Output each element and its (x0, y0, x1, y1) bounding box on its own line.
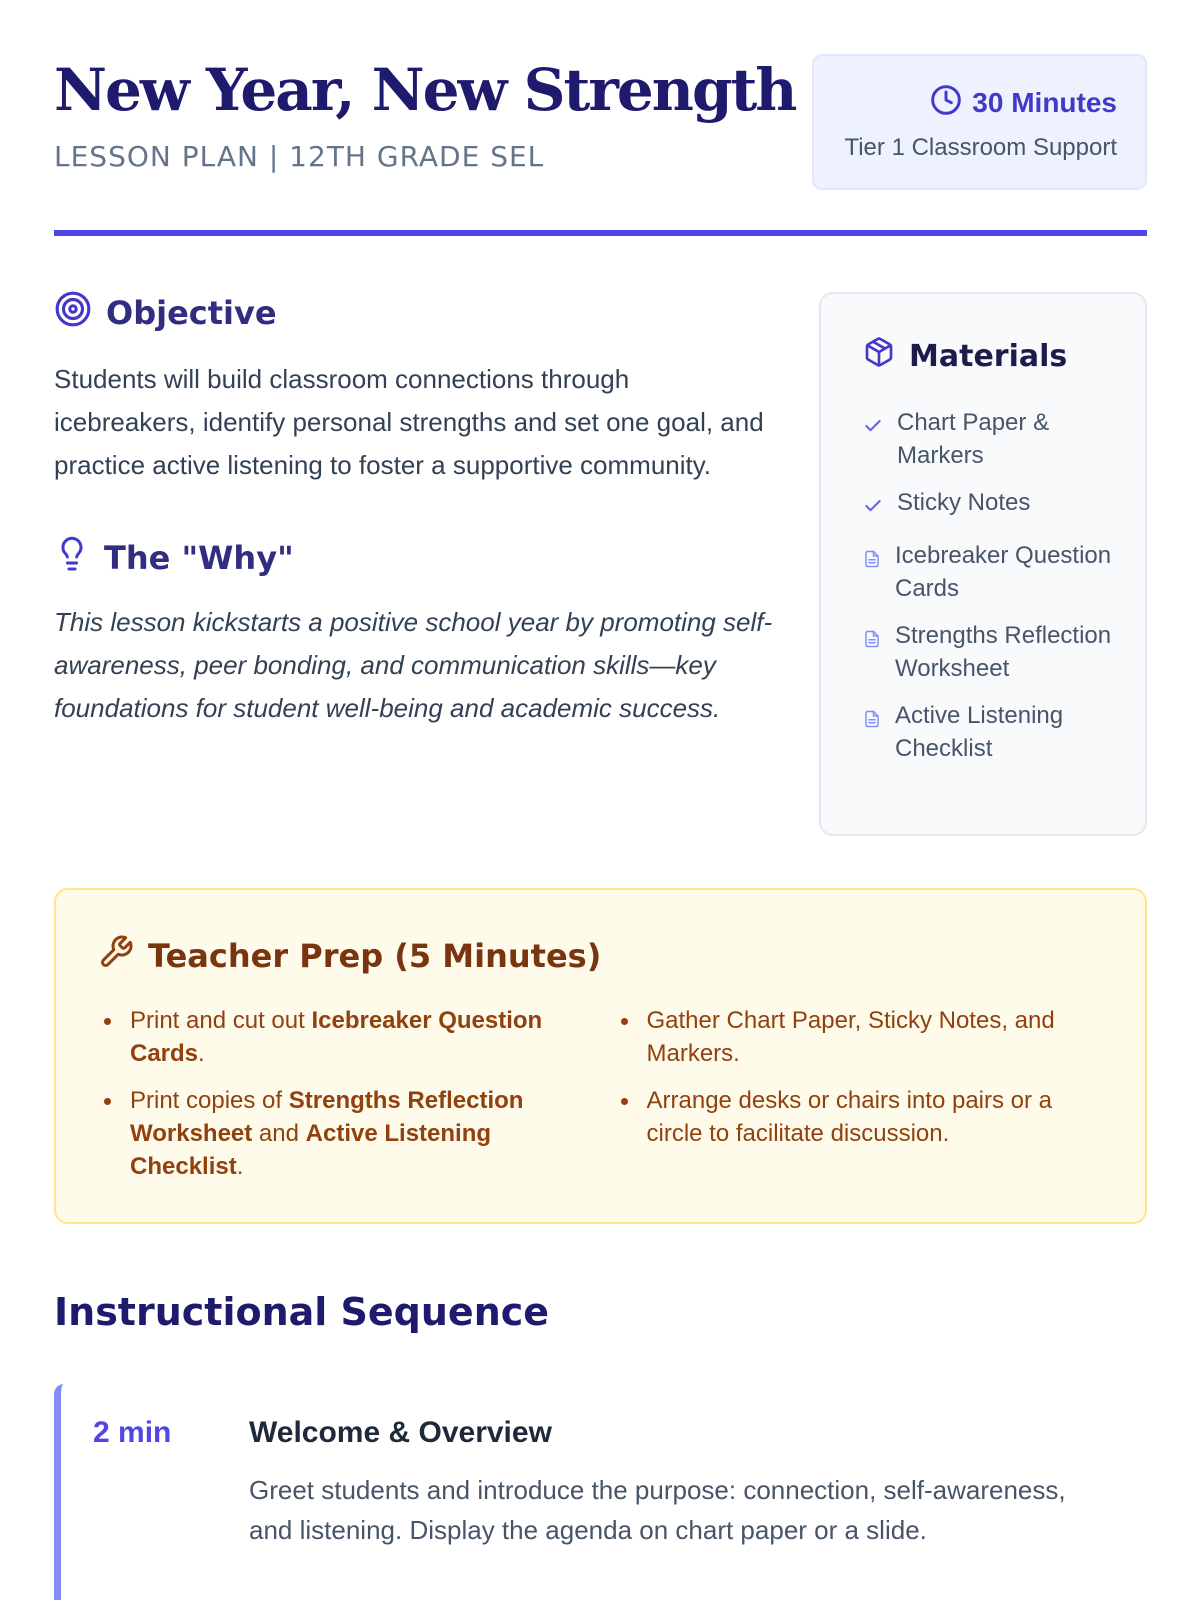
duration-label: 30 Minutes (972, 86, 1117, 118)
target-icon (54, 290, 92, 336)
lightbulb-icon (54, 535, 90, 581)
prep-item-text: Print and cut out (130, 1007, 312, 1034)
materials-item-label: Strengths Reflection Worksheet (895, 622, 1112, 682)
left-column (54, 290, 774, 730)
prep-item-bold: Active Listening Checklist (130, 1120, 492, 1180)
materials-heading (863, 336, 1115, 376)
duration-card (812, 54, 1147, 190)
teacher-prep-column-right (615, 1004, 1104, 1197)
step-description: Greet students and introduce the purpose: connection, self-awareness, and listening. Display the agenda on chart paper or a slide. (249, 1475, 1066, 1545)
materials-item-label: Chart Paper & Markers (897, 409, 1050, 469)
header-divider (54, 230, 1147, 236)
check-icon (863, 492, 883, 525)
materials-item (863, 699, 1115, 765)
package-icon (863, 336, 895, 376)
objective-heading-label: Objective (106, 294, 277, 332)
materials-item (863, 486, 1115, 525)
lesson-plan-page (54, 0, 1147, 1600)
materials-card (819, 292, 1147, 836)
clock-icon (930, 84, 962, 121)
prep-item (98, 1084, 587, 1183)
teacher-prep-heading-label: Teacher Prep (5 Minutes) (148, 937, 602, 975)
document-icon (863, 545, 881, 578)
teacher-prep-card (54, 888, 1147, 1224)
prep-item: Gather Chart Paper, Sticky Notes, and Markers. (615, 1004, 1104, 1070)
prep-item-bold: Icebreaker Question Cards (130, 1007, 543, 1067)
materials-item-label: Sticky Notes (897, 489, 1031, 516)
teacher-prep-grid (98, 1004, 1103, 1197)
objective-heading (54, 290, 774, 336)
prep-item (98, 1004, 587, 1070)
materials-item (863, 619, 1115, 685)
materials-item (863, 406, 1115, 472)
tier-label: Tier 1 Classroom Support (844, 134, 1117, 161)
prep-item-text: and (252, 1120, 306, 1147)
prep-item-bold: Strengths Reflection Worksheet (130, 1087, 524, 1147)
step-title: Welcome & Overview (249, 1416, 552, 1449)
check-icon (863, 412, 883, 445)
prep-item: Arrange desks or chairs into pairs or a circle to facilitate discussion. (615, 1084, 1104, 1150)
instructional-sequence-title: Instructional Sequence (54, 1290, 550, 1334)
materials-item-label: Active Listening Checklist (895, 702, 1064, 762)
why-text: This lesson kickstarts a positive school year by promoting self-awareness, peer bonding, and communication skills—key foundations for student well-being and academic success. (54, 607, 773, 723)
prep-item-text: . (236, 1153, 244, 1180)
page-title: New Year, New Strength (54, 56, 796, 124)
prep-item-text: Print copies of (130, 1087, 289, 1114)
document-icon (863, 705, 881, 738)
document-icon (863, 625, 881, 658)
wrench-icon (98, 934, 134, 978)
why-heading-label: The "Why" (104, 539, 294, 577)
materials-list (863, 406, 1115, 765)
objective-text: Students will build classroom connections through icebreakers, identify personal strengths and set one goal, and practice active listening to foster a supportive community. (54, 364, 764, 480)
materials-heading-label: Materials (909, 338, 1068, 374)
materials-item (863, 539, 1115, 605)
prep-item-text: . (198, 1040, 205, 1067)
teacher-prep-heading (98, 934, 1103, 978)
step-time: 2 min (93, 1416, 172, 1449)
materials-item-label: Icebreaker Question Cards (895, 542, 1112, 602)
why-heading (54, 535, 774, 581)
header (54, 52, 1147, 192)
teacher-prep-column-left (98, 1004, 587, 1197)
sequence-step (54, 1384, 1147, 1600)
page-subtitle: LESSON PLAN | 12TH GRADE SEL (54, 140, 545, 173)
duration-row (930, 84, 1117, 121)
